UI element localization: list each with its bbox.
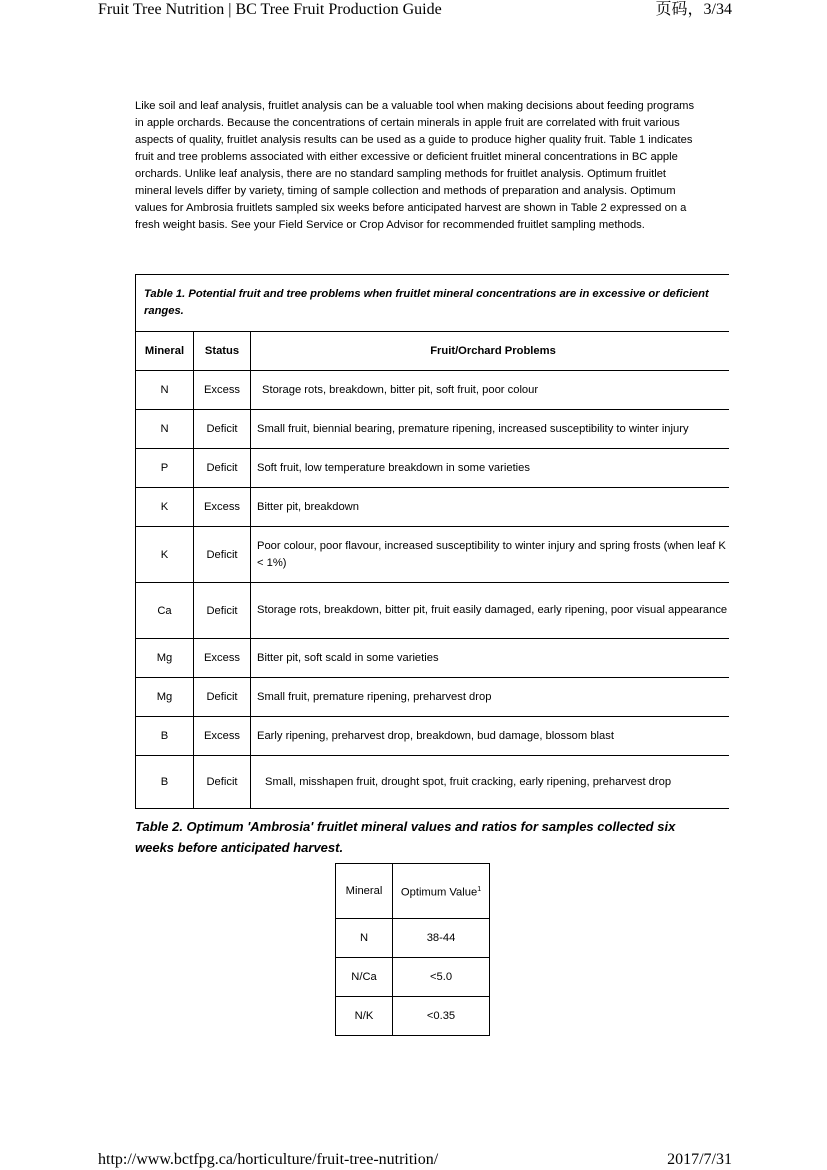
problems-cell: Small, misshapen fruit, drought spot, fruit cracking, early ripening, preharvest drop: [251, 756, 730, 809]
column-header-optimum-value: [393, 864, 490, 919]
problems-cell: Poor colour, poor flavour, increased susceptibility to winter injury and spring frosts (when leaf K < 1%): [251, 527, 730, 583]
table-row: [136, 717, 730, 756]
status-cell: Deficit: [194, 583, 251, 639]
table-row: [136, 678, 730, 717]
value-cell: 38-44: [393, 919, 490, 958]
problems-cell: Small fruit, biennial bearing, premature ripening, increased susceptibility to winter injury: [251, 410, 730, 449]
table-1-header-row: [136, 332, 730, 371]
status-cell: Excess: [194, 488, 251, 527]
mineral-cell: B: [136, 756, 194, 809]
problems-cell: Soft fruit, low temperature breakdown in some varieties: [251, 449, 730, 488]
table-row: [336, 919, 490, 958]
mineral-cell: K: [136, 527, 194, 583]
column-header-mineral: Mineral: [136, 332, 194, 371]
mineral-cell: K: [136, 488, 194, 527]
mineral-cell: Mg: [136, 678, 194, 717]
table-row: [336, 997, 490, 1036]
table-row: [136, 756, 730, 809]
problems-cell: Early ripening, preharvest drop, breakdown, bud damage, blossom blast: [251, 717, 730, 756]
header-title: Fruit Tree Nutrition | BC Tree Fruit Production Guide: [98, 1, 442, 18]
mineral-cell: N: [336, 919, 393, 958]
mineral-cell: P: [136, 449, 194, 488]
table-row: [136, 449, 730, 488]
table-row: [136, 371, 730, 410]
table-row: [336, 958, 490, 997]
mineral-cell: N/K: [336, 997, 393, 1036]
optimum-values-table: [335, 863, 490, 1036]
status-cell: Excess: [194, 371, 251, 410]
mineral-cell: Mg: [136, 639, 194, 678]
mineral-cell: N: [136, 371, 194, 410]
table-2-header-row: [336, 864, 490, 919]
table-row: [136, 410, 730, 449]
problems-cell: Storage rots, breakdown, bitter pit, fruit easily damaged, early ripening, poor visual appearance: [251, 583, 730, 639]
table-row: [136, 488, 730, 527]
footnote-marker: 1: [477, 885, 482, 893]
status-cell: Excess: [194, 639, 251, 678]
column-header-mineral: Mineral: [336, 864, 393, 919]
status-cell: Deficit: [194, 449, 251, 488]
table-2-caption: Table 2. Optimum 'Ambrosia' fruitlet mineral values and ratios for samples collected six weeks before anticipated harvest.: [135, 819, 676, 855]
header-page-number: 页码，3/34: [655, 1, 732, 18]
table-row: [136, 583, 730, 639]
table-1-caption: Table 1. Potential fruit and tree problems when fruitlet mineral concentrations are in excessive or deficient ranges.: [136, 275, 730, 332]
mineral-cell: Ca: [136, 583, 194, 639]
problems-table: [135, 274, 729, 809]
value-cell: <0.35: [393, 997, 490, 1036]
problems-cell: Small fruit, premature ripening, preharvest drop: [251, 678, 730, 717]
problems-cell: Storage rots, breakdown, bitter pit, soft fruit, poor colour: [251, 371, 730, 410]
mineral-cell: B: [136, 717, 194, 756]
problems-cell: Bitter pit, breakdown: [251, 488, 730, 527]
mineral-cell: N/Ca: [336, 958, 393, 997]
status-cell: Excess: [194, 717, 251, 756]
status-cell: Deficit: [194, 410, 251, 449]
mineral-cell: N: [136, 410, 194, 449]
table-row: [136, 527, 730, 583]
table-row: [136, 639, 730, 678]
status-cell: Deficit: [194, 756, 251, 809]
column-header-problems: Fruit/Orchard Problems: [251, 332, 730, 371]
status-cell: Deficit: [194, 527, 251, 583]
value-cell: <5.0: [393, 958, 490, 997]
footer-date: 2017/7/31: [667, 1151, 732, 1168]
intro-paragraph: Like soil and leaf analysis, fruitlet analysis can be a valuable tool when making decisions about feeding programs in apple orchards. Because the concentrations of certain minerals in apple fruit are correlated with fruit various aspects of quality, fruitlet analysis results can be used as a guide to produce higher quality fruit. Table 1 indicates fruit and tree problems associated with either excessive or deficient fruitlet mineral concentrations in BC apple orchards. Unlike leaf analysis, there are no standard sampling methods for fruitlet analysis. Optimum fruitlet mineral levels differ by variety, timing of sample collection and methods of preparation and analysis. Optimum values for Ambrosia fruitlets sampled six weeks before anticipated harvest are shown in Table 2 expressed on a fresh weight basis. See your Field Service or Crop Advisor for recommended fruitlet sampling methods.: [135, 100, 695, 231]
column-header-status: Status: [194, 332, 251, 371]
optimum-value-label: Optimum Value: [400, 886, 478, 899]
footer-url[interactable]: http://www.bctfpg.ca/horticulture/fruit-tree-nutrition/: [98, 1151, 439, 1168]
status-cell: Deficit: [194, 678, 251, 717]
problems-cell: Bitter pit, soft scald in some varieties: [251, 639, 730, 678]
